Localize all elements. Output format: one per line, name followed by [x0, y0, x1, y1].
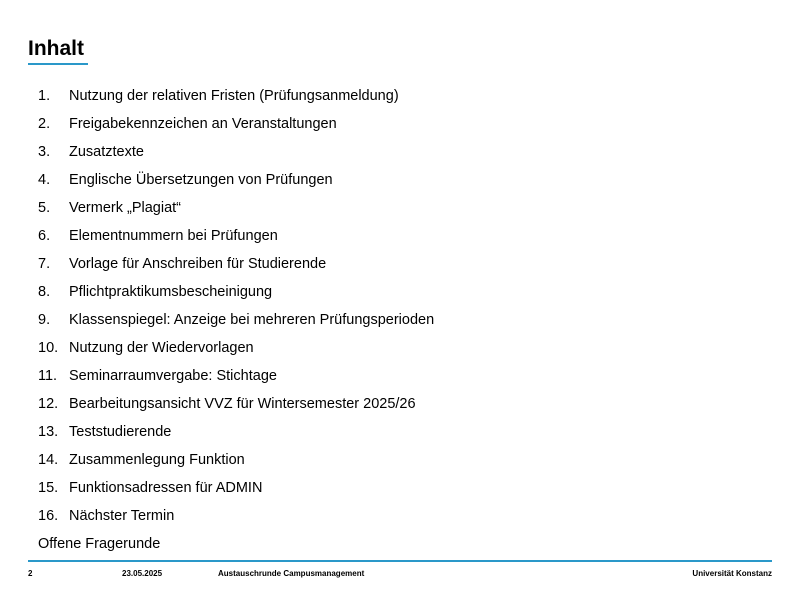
list-item	[38, 84, 434, 112]
list-item	[38, 336, 434, 364]
item-text: Pflichtpraktikumsbescheinigung	[69, 284, 273, 300]
item-number: 7.	[38, 256, 51, 272]
title-underline	[28, 63, 88, 65]
list-item	[38, 168, 434, 196]
list-item	[38, 308, 434, 336]
list-item	[38, 280, 434, 308]
list-item	[38, 448, 434, 476]
item-text: Zusammenlegung Funktion	[69, 452, 245, 468]
item-number: 12.	[38, 396, 59, 412]
item-text: Freigabekennzeichen an Veranstaltungen	[69, 116, 337, 132]
item-text: Zusatztexte	[69, 144, 144, 160]
item-text: Elementnummern bei Prüfungen	[69, 228, 278, 244]
item-text: Teststudierende	[69, 424, 172, 440]
item-number: 10.	[38, 340, 59, 356]
item-text: Vermerk „Plagiat“	[69, 200, 182, 216]
item-text: Englische Übersetzungen von Prüfungen	[69, 172, 333, 188]
item-number: 9.	[38, 312, 51, 328]
item-number: 14.	[38, 452, 59, 468]
list-item	[38, 476, 434, 504]
item-text: Klassenspiegel: Anzeige bei mehreren Prüfungsperioden	[69, 312, 435, 328]
list-item	[38, 392, 434, 420]
footer-page-number: 2	[28, 569, 33, 578]
footer-event: Austauschrunde Campusmanagement	[218, 569, 365, 578]
item-number: 1.	[38, 88, 51, 104]
list-item	[38, 196, 434, 224]
item-text: Nutzung der relativen Fristen (Prüfungsanmeldung)	[69, 88, 399, 104]
item-text: Funktionsadressen für ADMIN	[69, 480, 263, 496]
item-number: 4.	[38, 172, 51, 188]
list-item	[38, 224, 434, 252]
item-number: 15.	[38, 480, 59, 496]
item-number: 6.	[38, 228, 51, 244]
item-number: 13.	[38, 424, 59, 440]
footer-divider	[28, 560, 772, 562]
item-text: Nutzung der Wiedervorlagen	[69, 340, 254, 356]
list-item	[38, 420, 434, 448]
footer-date: 23.05.2025	[122, 569, 163, 578]
item-number: 3.	[38, 144, 51, 160]
page-title: Inhalt	[28, 37, 84, 60]
item-text: Vorlage für Anschreiben für Studierende	[69, 256, 327, 272]
item-number: 5.	[38, 200, 51, 216]
list-item	[38, 504, 434, 532]
item-text: Bearbeitungsansicht VVZ für Wintersemester 2025/26	[69, 396, 416, 412]
list-item	[38, 252, 434, 280]
list-item	[38, 140, 434, 168]
item-number: 8.	[38, 284, 51, 300]
item-number: 2.	[38, 116, 51, 132]
item-text: Seminarraumvergabe: Stichtage	[69, 368, 277, 384]
list-item	[38, 364, 434, 392]
item-text: Nächster Termin	[69, 508, 175, 524]
item-number: 11.	[38, 368, 58, 384]
item-number: 16.	[38, 508, 59, 524]
list-item	[38, 112, 434, 140]
table-of-contents	[38, 84, 434, 532]
footer-institution: Universität Konstanz	[692, 569, 772, 578]
closing-note: Offene Fragerunde	[38, 536, 161, 552]
